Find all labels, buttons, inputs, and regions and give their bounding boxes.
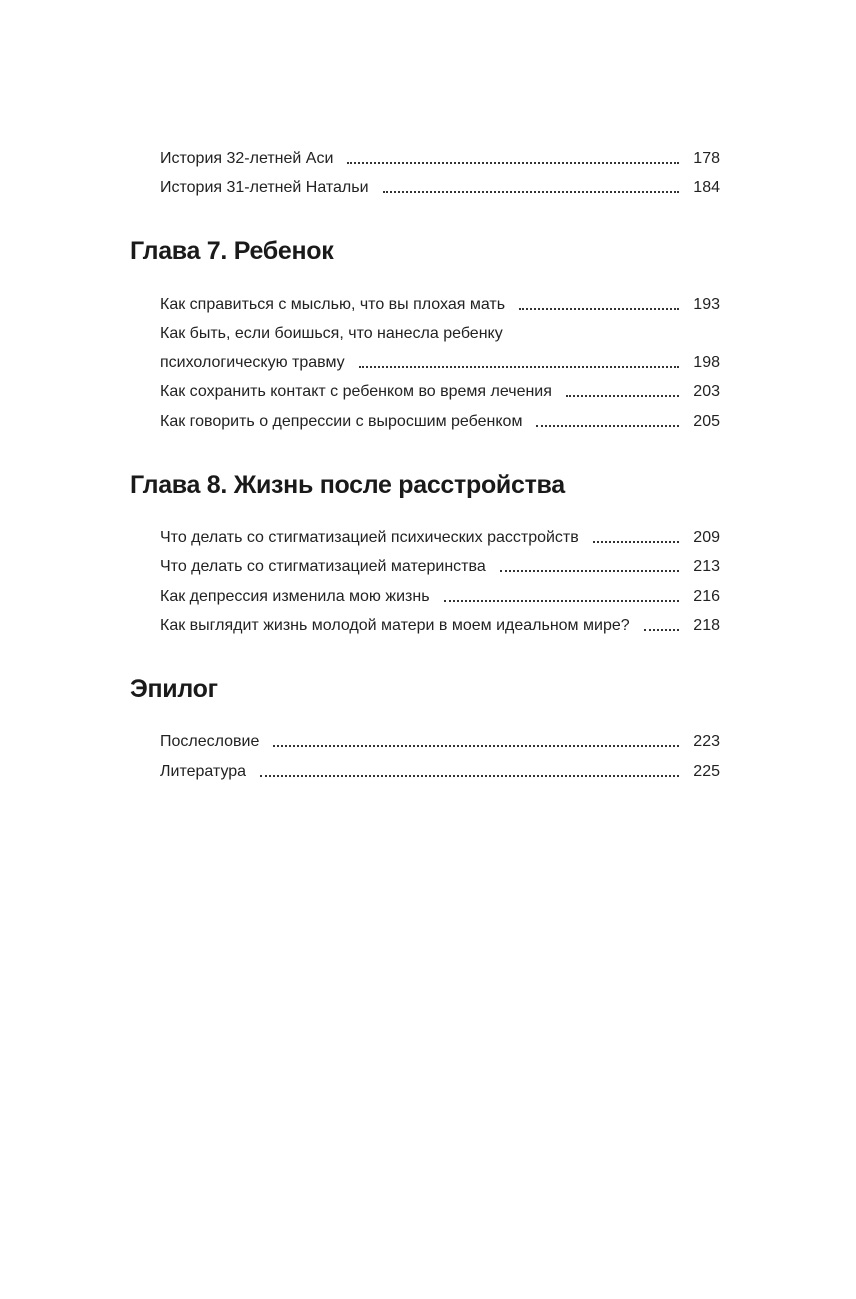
toc-entry-title: Что делать со стигматизацией материнства	[160, 558, 486, 575]
toc-entry-title: Литература	[160, 763, 247, 780]
dot-leader	[359, 366, 680, 368]
dot-leader	[536, 425, 679, 427]
toc-entry[interactable]	[160, 583, 720, 607]
toc-entry[interactable]	[160, 524, 720, 548]
toc-entry-page: 213	[693, 558, 720, 575]
toc-entry[interactable]	[160, 349, 720, 373]
toc-entry-page: 178	[693, 150, 720, 167]
dot-leader	[644, 629, 680, 631]
toc-entry-title: Как депрессия изменила мою жизнь	[160, 588, 430, 605]
dot-leader	[383, 191, 680, 193]
toc-entry-title: История 31-летней Натальи	[160, 179, 369, 196]
toc-entry-page: 218	[693, 617, 720, 634]
toc-entry-title: Как сохранить контакт с ребенком во время лечения	[160, 383, 552, 400]
toc-entry-title: Что делать со стигматизацией психических расстройств	[160, 529, 579, 546]
chapter-heading[interactable]: Эпилог	[130, 675, 218, 703]
toc-entry-title: Как выглядит жизнь молодой матери в моем идеальном мире?	[160, 617, 630, 634]
dot-leader	[260, 775, 679, 777]
toc-entry-page: 203	[693, 383, 720, 400]
toc-entry-title: Послесловие	[160, 733, 260, 750]
toc-entry-page: 193	[693, 296, 720, 313]
toc-entry[interactable]	[160, 291, 720, 315]
toc-entry[interactable]	[160, 728, 720, 752]
dot-leader	[519, 308, 679, 310]
toc-entry[interactable]	[160, 408, 720, 432]
toc-entry-page: 205	[693, 413, 720, 430]
toc-entry[interactable]	[160, 758, 720, 782]
toc-entry-page: 225	[693, 763, 720, 780]
toc-entry-title-line1[interactable]: Как быть, если боишься, что нанесла ребенку	[160, 325, 503, 342]
toc-entry-page: 209	[693, 529, 720, 546]
toc-entry-title: психологическую травму	[160, 354, 345, 371]
dot-leader	[347, 162, 679, 164]
toc-entry-title: Как говорить о депрессии с выросшим ребенком	[160, 413, 523, 430]
dot-leader	[273, 745, 679, 747]
toc-entry-page: 223	[693, 733, 720, 750]
toc-entry-page: 216	[693, 588, 720, 605]
toc-entry[interactable]	[160, 553, 720, 577]
dot-leader	[593, 541, 680, 543]
chapter-heading[interactable]: Глава 8. Жизнь после расстройства	[130, 471, 565, 499]
toc-entry[interactable]	[160, 145, 720, 169]
dot-leader	[444, 600, 680, 602]
toc-entry-title: Как справиться с мыслью, что вы плохая мать	[160, 296, 506, 313]
chapter-heading[interactable]: Глава 7. Ребенок	[130, 237, 334, 265]
toc-entry[interactable]	[160, 174, 720, 198]
toc-entry[interactable]	[160, 612, 720, 636]
toc-entry[interactable]	[160, 378, 720, 402]
toc-entry-page: 198	[693, 354, 720, 371]
toc-entry-title: История 32-летней Аси	[160, 150, 334, 167]
dot-leader	[500, 570, 680, 572]
dot-leader	[566, 395, 679, 397]
toc-entry-page: 184	[693, 179, 720, 196]
